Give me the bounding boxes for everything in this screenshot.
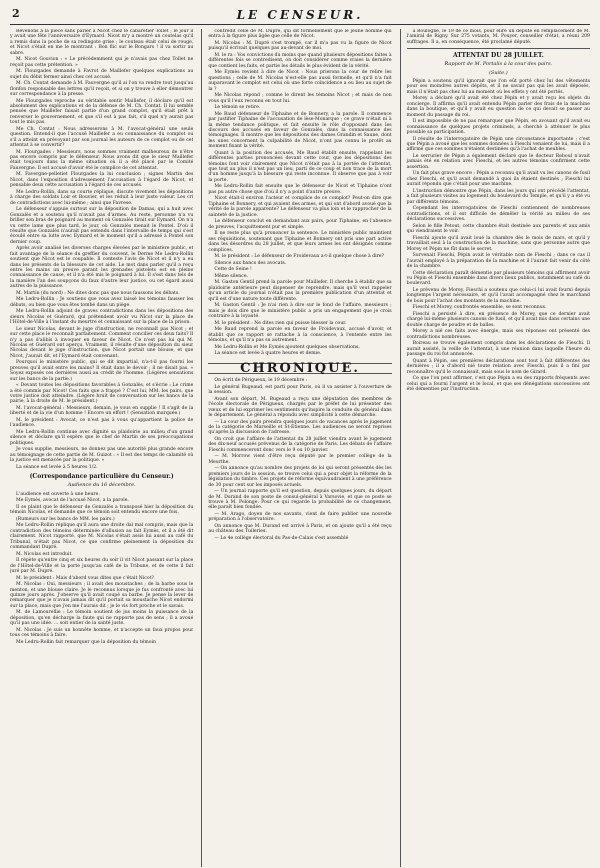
paragraph: Me Ledru-Rollin fait ensuite que le défenseur de Nicot et Tiphaine n'ont pas pu autre chose que d'où il n'y a point d'autre preuve. [208,184,392,195]
paragraph: Me Ledru-Rollin et Me Eymès ajoutent quelques observations. [214,344,360,350]
column-2-paragraphs [208,29,391,357]
paragraph: Me Ch. Contat : Nous adresserons à M. l'avocat-général une seule question. Entend-il que l'accusé Maillefer a eu connaissance du complot ou s'il a atteint en prévoyant par son journal les auteurs de ce complot ou de cet attentat à se convertir? [10,126,194,149]
paragraph: — Un journal rapporte qu'il est question, depuis quelques jours, du départ de M. Durand de son poste de consul-général à Varsovie, et que ce poste se trouve à M. Polonge. Pour ce qui regarde la probabilité de ce changement, elle paraît bien fondée. [208,489,392,511]
paragraph: Pourquoi le ministère public, qui se dit impartial, n'a-t-il pas fourni les preuves qu'il avait entre les mains? Il était dans le devoir ; il ne disait pas. « Soyez exposés ces dernières aussi au crédit de l'homme. (Légères sensations sur les bancs de la partie.) [10,360,194,382]
paragraph: M. le ra : Vos convictions du moins que quand plusieurs dépositions faites à différentes fois se contredisent, on doit considérer comme vraies la dernière que contient les faits, et partie les détails le plus évident de la vérité. [208,53,392,69]
newspaper-title: LE CENSEUR. [236,8,364,22]
paragraph: M. Flourgades : Messieurs, nous sommes vraiment malheureux de n'être pas encore compris par le défenseur. Nous avons dit que le sieur Maillefer était toujours dans la même situation où il a été placé par le Comité Fauvergne. Il est accusé d'avoir été le complice de cet attentat. [10,149,194,171]
paragraph: Nicot était-il environ l'acteur et complice de ce complot? Peut-on dire que Tiphaine et Bonnery, et qui avaient des armes, et qui ont d'abord avoué que la vérité de la parole apparente? Le défenseur va plus loin et le rapprocher de la sainteté de la justice. [208,196,392,218]
paragraph: Silence aux bancs des avocats. [214,260,287,266]
paragraph: Le général Bugeaud, est parti pour Paris, où il va assister à l'ouverture de la session. [208,384,392,396]
paragraph: M. Martin (du nord) : Ne dites donc pas que nous faussons les débats. [16,290,180,296]
section-heading-attentat: ATTENTAT DU 28 JUILLET. [452,52,544,60]
paragraph: M. Nicolas : Oui, messieurs ; il avait des moustaches ; de la barbe sous le menton, et une blouse claire. Je le reconnus lorsque je fus confronté avec lui quinze jours après. J'observe qu'il avait coupé sa barbe. Je pense la lever de remarquer que je n'avais jamais dit qu'il portait sa moustache Nicot endormi sur la place, mais que j'en me l'aurais dit ; je le vis fort proche et le savais. [10,582,194,609]
paragraph: Me Nicolas répond ; comme le dirent les témoins Nicot ; et mais de non vous qu'il l'eux reconnu en tout lui. [208,93,392,104]
paragraph: — M. Morrow vient d'être reçu député par le premier collège de la Meurthe. [208,454,392,465]
paragraph: M. le président : Mais d'abord vous dites que c'était Nicot? [16,575,154,581]
paragraph: Me Ledru-Rollin fait remarquer que la déposition du témoin [16,639,156,645]
paragraph: M. Nicolas : Je suis un honnête homme, et n'accepte un faux propos pour tous ces témoins à faire. [10,627,194,639]
paragraph: M. Nicolas est introduit. [16,551,73,557]
column-1-paragraphs [10,29,193,470]
column-1-paragraphs-2 [10,492,193,646]
paragraph: M. Flourgades demande à Favrot de Maillefer quelques explications au sujet du débit fermer ainsi chez cet accusé. [10,69,194,80]
paragraph: M. Nicolas : M. Dupré s'est trompé, car il m'a pas vu la figure de Nicot puisqu'il écrivait quelques pas au-devant de moi. [208,41,392,52]
paragraph: On croit que l'affaire de l'attentat du 28 juillet viendra avant le jugement des dix-neuf accusés prévenus de la catégorie de Paris. Les débats de l'affaire Fieschi commenceront donc vers le 9 ou 10 janvier. [208,436,392,453]
paragraph: Le défenseur s'appuie surtout sur la déposition de Damas, qui a huit avec Gonzalès et a soutenu qu'il n'avait pas d'armes. Au reste, personne n'a vu briller son bras de poignard au moment où Gonzalès tirait sur Eymard. On n'a vu cette lame que plus tard, le jour, où Gonzalès menait le Pontel. D'où il résulte que Gonzalès n'aurait pas entendu dans l'intervalle de temps qui s'est écoulé entre sa lutte avec Eymard et le moment qu'il a adressé à Pontel son dernier coup. [10,207,194,245]
paragraph: Survenait Fieschi, Pépin avait le véritable nom de Fieschi ; dans ce cas il l'aurait employé à la préparation de la machine et il l'aurait fait venir du côté de la chambre. [406,253,590,269]
paragraph: — On annonce qu'au nombre des projets de loi qui seront présentés dès les premiers jours de la session, se trouve celui qui a pour objet la réforme de la législation du timbre. Ces projets de réforme équivaudraient à une préférence de 30 pour cent sur les imposés actuels. [208,466,392,488]
paragraph: M. l'avocat-général : Messieurs, demain, je vous en supplie ! Il s'agit de la liberté et de la vie d'un homme ! Encore un effort ! (Sensation marquée.) [10,406,194,417]
paragraph: Revenons à la pièce sans parler à Nicot chez le cabaretier Tollet ; le jour il y avait une fête l'anniversaire d'Eymard. Nicot m'y a montré un coutelas qu'il a remis dans la poche de sa redingote grise ; le couteau était celui de rouge, et Nicot s'était en me le montrant : Bon flic sur le Bongars ! il va sortir au sabre. [10,29,194,56]
paragraph: Me Ledru-Rollin : Je soutiens que vous avez laissé les témoins fausser les débats, ou bien que vous êtes tombé dans un piège. [10,297,194,308]
section-subheading-rapport: Rapport de M. Portalis à la cour des pairs. [444,61,553,68]
column-1 [10,29,193,867]
paragraph: Le sieur Nicolas, devant le juge d'instruction, ne reconnaît pas Nicot ; et sur cette place le reconnaît parfaitement. Comment concilier ces deux faits? Il n'y a pas d'alibis à invoquer en faveur de Nicot. Ce n'est pas lui qui M. Nicolas et Guérard ont aperçu. Vraiment, il résulte d'une déposition du sieur Nicolas devant le juge d'instruction, que Nicot portait une blouse, et que Nicot, j'aurait dit, et l'Eymard était convenant. [10,326,194,359]
paragraph: M. le président : Le défenseur de Froidevaux a-t-il quelque chose à dire? [214,254,384,260]
paragraph: Me Eymès, avocat de l'accusé Nicot, a la parole. [16,498,129,504]
columns [10,29,590,867]
paragraph: — Le 4e collège électoral du Pas-de-Calais s'est assemblé [214,535,349,541]
paragraph: Me Ledru-Rollin adjoint de graves contradictions dans les dépositions des sieurs Nicolas et Guérard, qui prétendent avoir vu Nicot sur la place de l'Hôtel-de-Ville à l'instant du meurtre et connaissant sur la place de la prison. [10,309,194,326]
paragraph: Fieschi et Morey, confrontés ensemble, se sont reconnus. [412,305,547,311]
paragraph: Le défenseur conclut en demandant aux pairs, pour Tiphaine, en l'absence de preuves, l'acquittement pur et simple. [208,219,392,230]
paragraph: Il est impossible de ne pas remarquer que Pépin, en avouant qu'il avait eu connaissance de quelques projets criminels, a cherché à atténuer le plus possible sa participation. [406,119,590,136]
paragraph: Me Ledru-Rollin réplique qu'il aura une droite dal mal compris, mais que la contradiction des témoins déterminée d'allusion au fait Eymès, et il a été dit clairement. Nicot rapporté, que M. Nicolas s'était assis lui aussi au café du Tribunal, n'était pas Nicot, ce que confirme pleinement la déposition du commandant Dupré. [10,523,194,551]
paragraph: La séance est levée à 5 heures 1/2. [16,464,98,470]
paragraph: Fieschi ajoute qu'il avait loué la chambre dès le mois de mars, et qu'il y travaillait seul à la construction de la machine, sans que personne autre que Morey et Pépin ne fût dans le secret. [406,235,590,252]
paragraph: — M. Arago, doyen de nos savants, vient de faire publier une nouvelle préparation à l'observatoire. [208,511,392,523]
paragraph: Quant à la position des accusés, Me Baud établit ensuite, rappelant les différentes parties prononcées devant cette cour, que les dépositions des témoins font voir clairement que Nicot n'était pas à la portée de l'attentat, que tout au plus il n'est pas un lieu, parti de ce coup et non trace de la mort d'un homme jusqu'à la blessure qui reste inconnue. Il observe que pas à voir la porte. [208,150,392,183]
masthead [10,6,590,25]
paragraph: à Boulogne, le 19 de ce mois, pour élire un député en remplacement de M. l'amiral de Rigny. Sur 275 votants, M. Pouyer, conseiller d'état, a réuni 209 suffrages. Il a, en conséquence, été proclamé député. [406,29,590,45]
column-3-paragraphs-2 [407,79,590,392]
paragraph: Il se plaint que le défenseur de Gonzalès a transposé hier la déposition du témoin Nicolas, et demande que ce témoin soit entendu encore une fois. [10,504,194,516]
paragraph: Me Ledru-Rollin, dans sa courte réplique, discute vivement les dépositions à charge des soldats Loir et Bouvier, et les réduit à leur juste valeur. Les cri de contradictions avec lui-même ; ainsi que Favrese. [10,189,194,206]
paragraph: Fieschi a persisté à dire, en présence de Morey, que ce dernier avait chargé lui-même plusieurs canons de fusil, et qu'il avait mis dans certains une double charge de poudre et de balles. [406,311,590,328]
paragraph: M. le président : Avocat, ce n'est pas à vous qu'appartient la police de l'audience. [10,418,194,429]
paragraph: Un fait plus grave encore : Pépin a reconnu qu'il avait vu les canons de fusil chez Fieschi, et qu'il avait demandé à quoi ils étaient destinés ; Fieschi lui aurait répondu que c'était pour une machine. [406,171,590,188]
paragraph: Quant à Pépin, ses premières déclarations sont tout à fait différentes des dernières ; il a d'abord nié toute relation avec Fieschi, puis il a fini par reconnaître qu'il le connaissait, mais sous le nom de Girard. [406,358,590,375]
paragraph: On annonce que M. Durand est arrivé à Paris, et on ajoute qu'il a été reçu au château des Tuileries. [208,523,392,535]
chronique-heading: CHRONIQUE. [208,363,391,374]
section-heading-correspondance: (Correspondance particulière du Censeur.) [29,473,174,481]
paragraph: M. Gaston Gentil : Je n'ai rien à dire sur le fond de l'affaire, messieurs ; mais je dois dire que le ministère public a pris un engagement que je crois contraire à la loyauté. [208,303,392,320]
paragraph: « Devant toutes les dépositions favorables à Gonzalès, et s'écrie : Le crime a été commis par Nicot! Ces faits que a frappé ? C'est lui, MM. les pairs, que votre justice doit atteindre. (Légère bruit de conversation sur les bancs de la pairie, à la droite de M. le président.) [10,383,194,405]
paragraph: Le serrurier de Pépin a également déclaré que le docteur Reboul n'avait jamais été en relation avec Fieschi, et les autres témoins confirment cette assertion. [406,154,590,170]
page-number: 2 [12,7,20,20]
paragraph: L'audience est ouverte à une heure. [16,491,100,497]
paragraph: Même silence. [214,273,249,279]
paragraph: Morey a nié ces faits avec énergie, mais ses réponses ont présenté des contradictions nombreuses. [406,329,590,340]
paragraph: Pépin a soutenu qu'il ignorait que l'on eût porté chez lui des vêtements pour ses moindres autres dépôts, et il ne savait pas qui les avait déposés, mais il n'était pas chez lui au moment où les effets y ont été portés. [406,79,590,95]
paragraph: contredit celle de M. Dupré, qui dit formellement que le jeune homme qui entra à la figure plus âgée que celle de Nicot. [208,29,392,40]
paragraph: M. le président : Ne dites rien qui puisse blesser la cour. [214,320,347,326]
paragraph: Il résulte de l'interrogatoire de Pépin une circonstance importante ; c'est que Pépin a avoué que les sommes données à Fieschi venaient de lui, mais il a affirmé que ces sommes n'étaient destinées qu'à l'achat de meubles. [406,136,590,153]
paragraph: Le prévenu de Morey, Fieschi a soutenu que celui-ci lui avait fourni depuis longtemps l'argent nécessaire, et qu'il l'avait accompagné chez le marchand de bois pour l'achat des montants de la machine. [406,287,590,304]
column-3 [400,29,590,867]
paragraph: Me Ledru-Rollin continue avec dignité sa plaidoirie au milieu d'un grand silence et déclare qu'il espère que le chef de Martin de ses préoccupations politiques. [10,430,194,446]
paragraph: Avant son départ, M. Bugeaud a reçu une députation des membres de l'école électorale de Périgueux, chargés par le préfet de lui présenter des vœux et de lui exprimer les sentiments qu'inspire la conduite du général dans le département. Le général a répondu avec simplicité à cette démarche. [208,396,392,418]
paragraph: On écrit de Périgueux, le 19 décembre : [214,378,308,384]
paragraph: — La cour des pairs prendra quelques jours de vacances après le jugement de la catégorie de Marseille et St-Étienne. Les audiences ne seront reprises qu'après la discussion de l'adresse. [208,419,392,436]
paragraph: Me Flourgades reproche au véritable sentir Maillefer, il déclare qu'il est absolument des explications et de la défense de M. Ch. Contat. Il lui semble pensée que Maillefer faisait partie d'un grand complot, qu'il était prêt à renverser le gouvernement, et que s'il eut à pas fait, s'il quel n'y aurait pas tout le mis pas. [10,98,194,126]
paragraph: Me Baud reprend la parole en faveur de Froidevaux, accusé d'avoir, et établit que ce rapport se rattache à la conscience, à l'entente entre les témoins, et qu'il n'a pas su autrement. [208,327,392,344]
chronique-paragraphs [208,378,391,541]
paragraph: M. Gaston Gentil prend la parole pour Maillefer. Il cherche à établir que sa plaidoirie antérieure peut dispenser de reprendre, mais qu'il veut rappeler qu'un article du journal n'était pas la première publication d'un attentat et qu'il est d'une nature toute différente. [208,280,392,302]
paragraph: M. Nicot Gouvion : « Le précédemment qui je n'avais pas chez Tollet ne reçoit pas cette prétention. » [10,57,194,68]
paragraph: M. de Lamourellie : Le témoin soutient de jus moins la puissance de la déposition, qu'en décharge la faute qui ne rapporte pas de sens ; il a avoué qu'il pas une idée. ... soit entier de la santé juste. [10,610,194,627]
column-3-paragraphs [407,29,590,45]
section-subheading-audience: Audience du 16 décembre. [67,482,136,489]
paragraph: Cette de Seine ! [214,267,252,273]
divider [407,48,590,49]
paragraph: Je vous supplie, messieurs, ne donnez pas une autorité plus grande encore au témoignage de cette partie de M. Guizot : « Il est des temps de calamité où la justice est menacée par la politique. » [10,447,194,464]
paragraph: Le témoin se retire. [214,105,261,111]
paragraph: Après avoir analisé les diverses charges élevées par le ministère public, et fait avantage de la séance du greffier du couvent, le Derme Me Ledru-Rollin soutient que Nicot est le coupable. Il conteste l'avis de Nicot et il n'y a eu dans les présents de la blessure de cet aide. Le mot dans parler qu'il a reçu entre les mains un preuve parant les grenades pistolets est en pleine connaissance de cause, et il n'a été mis le poignard à lui. Il s'est dans tels de la manière l'an des soupçons du faux d'autre leur justice, ou cet égard aussi autres de la puissance. [10,246,194,290]
paragraph: Morey a déclaré qu'il avait été chez Pépin et y avait reçu les objets du concierge. Il affirma qu'il avait entendu Pépin parler des frais de la machine dans la boutique, et qu'il y avait eu question de ce qui devait se passer au moment du passage du roi. [406,96,590,118]
paragraph: Me Baud défenseur de Tiphaine et de Bonnery, a la parole. Il commence par justifier Tiphaine de l'accusation de lèse-Monarque ; ce grave n'était ni à la même tendance politique, et fait ensuite le rôle d'opposant dans les discours des accusés en faveur de Gonzalès, dans la connaissance des témoignages. Il montre que les dépositions des dames Grandin et Saune, dont les unes concernent la culpabilité de Nicot, n'ont pas connu le protêt au moment fixant la vérité. [208,111,392,150]
paragraph: M. Ch. Contat demande à M. Fauvergne qu'il ai l'on va rendre tout jusqu'au flonfon responsable des lettres qu'il reçoit, et si on y trouve à eller démontrer sur correspondance à la presse. [10,81,194,98]
column-2 [201,29,391,867]
paragraph: Il répète qu'entre cinq et six heures du soir il vit Nicot passant sur la place de l'Hôtel-de-Ville et la porte jusqu'au café de la Tribune, et de cette il fait juré par M. Dupré. [10,558,194,575]
paragraph: (Rumeurs sur les bancs de MM. les pairs.) [16,516,115,522]
paragraph: M. Favergne-pelletiet Flourgades la lui conclusion ; signes Martin des Nicot, dans l'exposition d'adressement l'accusation à l'égard de Nicot, et pensable deux cette accusation à l'égard de ces accusés. [10,172,194,189]
paragraph: Cette déclaration paraît démentie par plusieurs témoins qui affirment avoir vu Pépin et Fieschi ensemble dans divers lieux publics, notamment au café du boulevard. [406,270,590,287]
paragraph: Selon le fille Petout, cette chambre était destinée aux parents et aux amis qui viendraient le voir. [406,223,590,235]
paragraph: Boireau se trouve également compris dans les déclarations de Fieschi. Il aurait assisté, la veille de l'attentat, à une réunion dans laquelle l'heure du passage du roi fut annoncée. [406,341,590,358]
paragraph: La séance est levée à quatre heures et demie. [214,351,322,357]
paragraph: Ce que l'on peut affirmer, c'est que Pépin a eu des rapports fréquents avec celui qui a fourni l'argent et le local, et que ses dénégations successives ont été démenties par l'instruction. [406,376,590,392]
paragraph: L'instruction démontre que Pépin, dans les jours qui ont précédé l'attentat, a fait plusieurs visites au logement du boulevard du Temple, et qu'il y a été vu par différents témoins. [406,188,590,205]
suite-label: (Suite.) [488,69,508,76]
paragraph: Il ne reste plus qu'à prononcer la sentence. Le ministère public maintient ses réquisitions, soutenant que Tiphaine et Bonnery ont pris une part active dans les désordres du 28 juillet, et que leurs armes les ont désignés comme complices. [208,231,392,253]
paragraph: Cependant les interrogatoires de Fieschi contiennent de nombreuses contradictions, et il est difficile de démêler la vérité au milieu de ses déclarations successives. [406,206,590,223]
paragraph: Me Eymès revient à dire de Nicot : Nous prierons la cour de relire les questions ; celle de M. Nicolas n'est-elle pas aussi formelle, et qu'il n'a fait auparavant le complot est celui où une forte coïncidence a eu lieu au sujet de la ? [208,70,392,92]
